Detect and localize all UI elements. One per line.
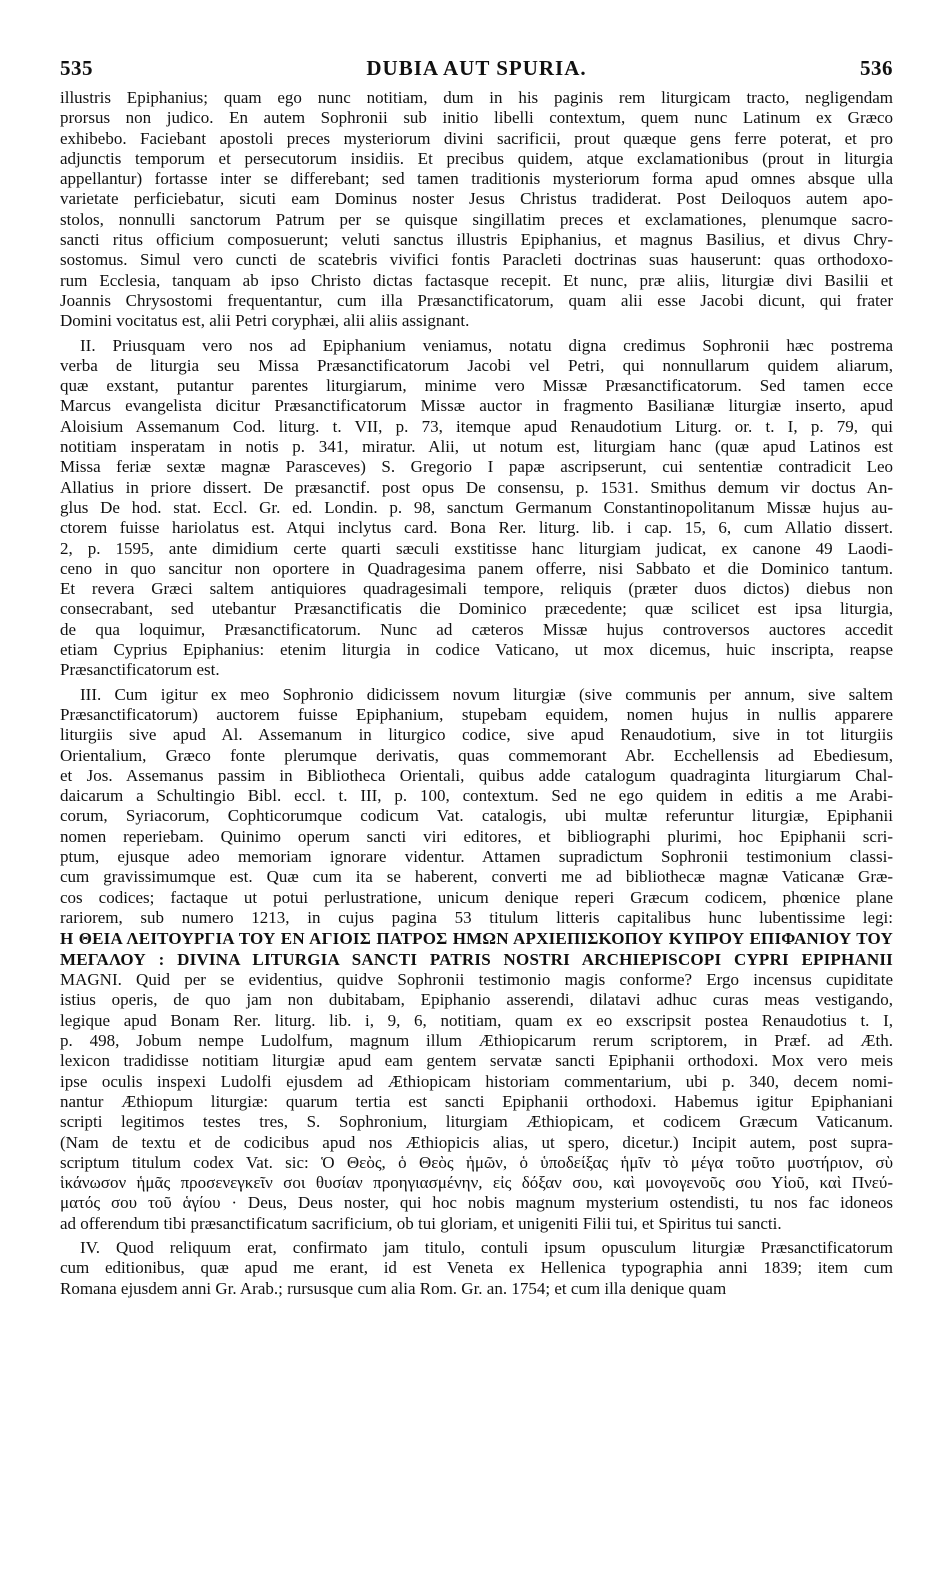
text-line: Allatius in priore dissert. De præsanctif. post opus De consensu, p. 1531. Smithus demum vir doctus An-	[60, 477, 893, 497]
text-line: cum editionibus, quæ apud me erant, id est Veneta ex Hellenica typographia anni 1839; item cum	[60, 1258, 893, 1278]
text-line: IV. Quod reliquum erat, confirmato jam titulo, contuli ipsum opusculum liturgiæ Præsanctificatorum	[80, 1238, 893, 1258]
text-line: ΜΕΓΑΛΟΥ : DIVINA LITURGIA SANCTI PATRIS NOSTRI ARCHIEPISCOPI CYPRI EPIPHANII	[60, 950, 893, 970]
text-line: ctorem fuisse hariolatus est. Atqui inclytus card. Bona Rer. liturg. lib. i cap. 15, 6, cum Allatio dissert.	[60, 518, 893, 538]
text-line: scriptum titulum codex Vat. sic: Ὁ Θεὸς, ὁ Θεὸς ἡμῶν, ὁ ὑποδείξας ἡμῖν τὸ μέγα τοῦτο μυστήριον, σὺ	[60, 1152, 893, 1172]
text-line: ceno in quo sancitur non oportere in Quadragesima panem offerre, nisi Sabbato et die Dominico tantum.	[60, 558, 893, 578]
text-line: sancti ritus officium composuerunt; veluti sanctus illustris Epiphanius, et magnus Basilius, et divus Chry-	[60, 230, 893, 250]
text-line: 2, p. 1595, ante dimidium certe quarti sæculi exstitisse hanc liturgiam judicat, ex canone 49 Laodi-	[60, 538, 893, 558]
text-line: notitiam insperatam in notis p. 341, miratur. Alii, ut notum est, liturgiam hanc (quæ apud Latinos est	[60, 437, 893, 457]
text-line: glus De hod. stat. Eccl. Gr. ed. Londin. p. 98, sanctum Germanum Constantinopolitanum Missæ hujus au-	[60, 497, 893, 517]
column-number-left: 535	[60, 56, 93, 80]
text-line: etiam Cyprius Epiphanius: etenim liturgia in codice Vaticano, ut mox dicemus, huic inscripta, reapse	[60, 640, 893, 660]
paragraph-p0	[60, 88, 893, 332]
text-line: daicarum a Schultingio Bibl. eccl. t. III, p. 100, contextum. Sed ne ego quidem in editis a me Arabi-	[60, 786, 893, 806]
text-line: Et revera Græci saltem antiquiores quadragesimali tempore, reliquis (præter duos dictos) diebus non	[60, 579, 893, 599]
text-line: adjunctis temporum et persecutorum insidiis. Et precibus quidem, atque exclamationibus (prout in liturgia	[60, 148, 893, 168]
text-line: ad offerendum tibi præsanctificatum sacrificium, ob tui gloriam, et unigeniti Filii tui, et Spiritus tui sancti.	[60, 1213, 782, 1233]
text-line: prorsus non judico. En autem Sophronii sub initio libelli contextum, quem nunc Latinum ex Græco	[60, 108, 893, 128]
running-title: DUBIA AUT SPURIA.	[366, 56, 587, 80]
text-line: nantur Æthiopum liturgiæ: quarum tertia est sancti Epiphanii orthodoxi. Habemus igitur Epiphaniani	[60, 1091, 893, 1111]
text-line: varietate perficiebatur, sicuti eam Dominus noster Jesus Christus tradiderat. Post Deiloquos autem apo-	[60, 189, 893, 209]
text-line: ptum, ejusque adeo memoriam ignorare videntur. Attamen supradictum Sophronii testimonium classi-	[60, 846, 893, 866]
text-line: ματός σου τοῦ ἁγίου · Deus, Deus noster, qui hoc nobis magnum mysterium ostendisti, tu nos fac idoneos	[60, 1193, 893, 1213]
text-line: Domini vocitatus est, alii Petri coryphæi, alii aliis assignant.	[60, 311, 470, 331]
text-line: II. Priusquam vero nos ad Epiphanium veniamus, notatu digna credimus Sophronii hæc postrema	[80, 335, 893, 355]
text-line: ἱκάνωσον ἡμᾶς προσενεγκεῖν σοι θυσίαν προηγιασμένην, εἰς δόξαν σου, καὶ μονογενοῦς σου Υἱοῦ, καὶ Πνεύ-	[60, 1173, 893, 1193]
text-line: Præsanctificatorum) auctorem fuisse Epiphanium, stupebam equidem, nomen hujus in nullis apparere	[60, 704, 893, 724]
text-line: appellantur) fortasse inter se differebant; sed tamen traditionis mysteriorum forma apud omnes absque ulla	[60, 169, 893, 189]
text-line: legique apud Bonam Rer. liturg. lib. i, 9, 6, notitiam, quam ex eo exscripsit postea Renaudotius t. I,	[60, 1010, 893, 1030]
text-line: lexicon tradidisse notitiam liturgiæ apud eam gentem servatæ sancti Epiphanii orthodoxi. Mox vero meis	[60, 1051, 893, 1071]
text-line: cum gravissimumque est. Quæ cum ita se haberent, converti me ad bibliothecæ magnæ Vaticanæ Græ-	[60, 867, 893, 887]
text-line: illustris Epiphanius; quam ego nunc notitiam, dum in his paginis rem liturgicam tracto, negligendam	[60, 88, 893, 107]
text-line: Η ΘΕΙΑ ΛΕΙΤΟΥΡΓΙΑ ΤΟΥ ΕΝ ΑΓΙΟΙΣ ΠΑΤΡΟΣ ΗΜΩΝ ΑΡΧΙΕΠΙΣΚΟΠΟΥ ΚΥΠΡΟΥ ΕΠΙΦΑΝΙΟΥ ΤΟΥ	[60, 929, 893, 949]
text-line: Romana ejusdem anni Gr. Arab.; rursusque cum alia Rom. Gr. an. 1754; et cum illa denique quam	[60, 1278, 727, 1298]
paragraph-p3b	[60, 970, 893, 1234]
text-line: Marcus evangelista dicitur Præsanctificatorum Missæ auctor in fragmento Basilianæ liturgiæ inserto, apud	[60, 396, 893, 416]
text-line: scripti legitimos testes tres, S. Sophronium, liturgiam Æthiopicam, et codicem Græcum Vaticanum.	[60, 1112, 893, 1132]
text-line: istius operis, de quo jam non dubitabam, Epiphanio asserendi, dilatavi adhuc curas meas vestigando,	[60, 990, 893, 1010]
text-line: III. Cum igitur ex meo Sophronio didicissem novum liturgiæ (sive communis per annum, sive saltem	[80, 684, 893, 704]
running-header	[60, 56, 893, 84]
paragraph-p2	[60, 336, 893, 681]
paragraph-p3g	[60, 928, 893, 970]
text-line: Missa feriæ sextæ magnæ Parasceves) S. Gregorio I papæ ascripserunt, cui sententiæ contradicit Leo	[60, 457, 893, 477]
text-line: Joannis Chrysostomi frequentantur, cum illa Præsanctificatorum, quam alii esse Jacobi dicunt, qui frater	[60, 290, 893, 310]
text-line: ipse oculis inspexi Ludolfi ejusdem ad Æthiopicam historiam commentarium, ubi p. 340, decem nomi-	[60, 1071, 893, 1091]
text-line: Orientalium, Græco fonte plerumque derivatis, quas commemorant Abr. Ecchellensis ad Ebediesum,	[60, 745, 893, 765]
text-line: nomen reperiebam. Quinimo operum sancti viri editores, et bibliographi plurimi, hoc Epiphanii scri-	[60, 826, 893, 846]
paragraph-p3	[60, 685, 893, 929]
text-body	[60, 88, 893, 1299]
text-line: (Nam de textu et de codicibus apud nos Æthiopicis alias, ut spero, dicetur.) Incipit autem, post supra-	[60, 1132, 893, 1152]
paragraph-p4	[60, 1238, 893, 1299]
text-line: rum Ecclesia, tanquam ab ipso Christo dictas factasque recepit. Et nunc, præ aliis, liturgiæ divi Basilii et	[60, 270, 893, 290]
text-line: MAGNI. Quid per se evidentius, quidve Sophronii testimonio magis conforme? Ergo incensus cupiditate	[60, 970, 893, 990]
text-line: corum, Syriacorum, Cophticorumque codicum Vat. catalogis, ubi multæ referuntur liturgiæ, Epiphanii	[60, 806, 893, 826]
text-line: verba de liturgia seu Missa Præsanctificatorum Jacobi vel Petri, qui nonnullarum quidem aliarum,	[60, 355, 893, 375]
text-line: quæ exstant, putantur parentes liturgiarum, minime vero Missæ Præsanctificatorum. Sed tamen ecce	[60, 376, 893, 396]
text-line: sostomus. Simul vero cuncti de scatebris vivifici fontis Paracleti doctrinas suas hauserunt: quas orthodoxo-	[60, 250, 893, 270]
text-line: consecrabant, sed utebantur Præsanctificatis die Dominico præcedente; quæ scilicet est ipsa liturgia,	[60, 599, 893, 619]
text-line: rariorem, sub numero 1213, in cujus pagina 53 titulum litteris capitalibus hunc lubentissime legi:	[60, 907, 893, 927]
text-line: Aloisium Assemanum Cod. liturg. t. VII, p. 73, itemque apud Renaudotium Liturg. or. t. I, p. 79, qui	[60, 416, 893, 436]
text-line: exhibebo. Faciebant apostoli preces mysteriorum divini sacrificii, prout quæque gens ferre poterat, et pro	[60, 128, 893, 148]
text-line: stolos, nonnulli sanctorum Patrum per se quisque singillatim preces et exclamationes, plenumque sacro-	[60, 209, 893, 229]
text-line: liturgiis sive apud Al. Assemanum in liturgico codice, sive apud Renaudotium, sive in tot liturgiis	[60, 725, 893, 745]
column-number-right: 536	[860, 56, 893, 80]
text-line: cos codices; factaque ut potui perlustratione, unicum denique reperi Græcum codicem, phœnice plane	[60, 887, 893, 907]
text-line: Præsanctificatorum est.	[60, 660, 220, 680]
text-line: p. 498, Jobum nempe Ludolfum, magnum illum Æthiopicarum rerum scriptorem, in Præf. ad Æth.	[60, 1031, 893, 1051]
text-line: de qua loquimur, Præsanctificatorum. Nunc ad cæteros Missæ hujus controversos auctores accedit	[60, 619, 893, 639]
text-line: et Jos. Assemanus passim in Bibliotheca Orientali, quibus adde catalogum quadraginta liturgiarum Chal-	[60, 765, 893, 785]
